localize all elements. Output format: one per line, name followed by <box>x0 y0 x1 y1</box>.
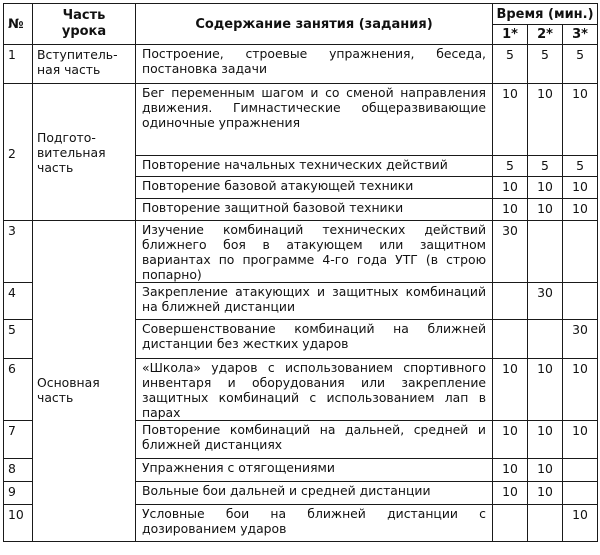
lesson-plan-table <box>3 3 598 542</box>
row-time-3: 10 <box>563 199 598 221</box>
row-time-3: 5 <box>563 45 598 84</box>
row-time-3: 10 <box>563 421 598 459</box>
row-time-2 <box>528 320 563 359</box>
row-num: 3 <box>4 221 33 283</box>
header-variant-1: 1* <box>493 25 528 45</box>
row-time-2 <box>528 221 563 283</box>
row-time-2: 10 <box>528 177 563 199</box>
row-time-3: 10 <box>563 505 598 542</box>
row-content: Повторение начальных технических действий <box>136 156 493 177</box>
row-time-2: 10 <box>528 199 563 221</box>
row-time-3 <box>563 221 598 283</box>
row-time-3 <box>563 459 598 482</box>
row-time-2: 10 <box>528 482 563 505</box>
row-content: Повторение защитной базовой техники <box>136 199 493 221</box>
part-main-mid <box>33 482 136 505</box>
row-time-1: 10 <box>493 421 528 459</box>
row-time-1 <box>493 283 528 320</box>
part-intro-line1: Вступитель- <box>37 47 118 62</box>
row-time-1: 10 <box>493 199 528 221</box>
table-row <box>4 84 598 156</box>
part-preparatory <box>33 84 136 221</box>
row-time-3: 5 <box>563 156 598 177</box>
row-content: Изучение комбинаций технических действий ближнего боя в атакующем или защитном вариантах по программе 4-го года УТГ (в строю попарно) <box>136 221 493 283</box>
header-variant-2: 2* <box>528 25 563 45</box>
part-intro <box>33 45 136 84</box>
row-time-1 <box>493 320 528 359</box>
table-row <box>4 221 598 283</box>
row-time-2: 30 <box>528 283 563 320</box>
header-time: Время (мин.) <box>493 4 598 25</box>
row-num: 8 <box>4 459 33 482</box>
row-num: 9 <box>4 482 33 505</box>
table-row <box>4 459 598 482</box>
table-row <box>4 482 598 505</box>
row-content: Упражнения с отягощениями <box>136 459 493 482</box>
lesson-plan-table-wrapper <box>3 3 598 542</box>
row-time-2: 10 <box>528 459 563 482</box>
part-main-mid <box>33 459 136 482</box>
header-part <box>33 4 136 45</box>
part-main-top <box>33 221 136 283</box>
row-time-1: 10 <box>493 359 528 421</box>
header-num: № <box>4 4 33 45</box>
header-part-line2: урока <box>61 24 107 39</box>
row-time-3: 30 <box>563 320 598 359</box>
row-num: 6 <box>4 359 33 421</box>
part-prep-line2: вительная <box>37 144 106 160</box>
row-time-1: 10 <box>493 84 528 156</box>
row-time-1 <box>493 505 528 542</box>
header-variant-3: 3* <box>563 25 598 45</box>
row-content: Вольные бои дальней и средней дистанции <box>136 482 493 505</box>
header-content: Содержание занятия (задания) <box>136 4 493 45</box>
part-intro-line2: ная часть <box>37 62 101 77</box>
row-time-3: 10 <box>563 84 598 156</box>
row-time-1: 30 <box>493 221 528 283</box>
part-prep-line1: Подгото- <box>37 129 96 145</box>
table-row <box>4 45 598 84</box>
row-time-2: 10 <box>528 84 563 156</box>
row-time-3: 10 <box>563 177 598 199</box>
part-main-line1: Основная <box>37 374 100 390</box>
row-content: Условные бои на ближней дистанции с дозированием ударов <box>136 505 493 542</box>
row-time-2 <box>528 505 563 542</box>
row-content: Совершенствование комбинаций на ближней дистанции без жестких ударов <box>136 320 493 359</box>
part-main-mid <box>33 421 136 459</box>
table-row <box>4 421 598 459</box>
row-num: 5 <box>4 320 33 359</box>
row-time-2: 10 <box>528 421 563 459</box>
table-row <box>4 283 598 320</box>
row-num: 10 <box>4 505 33 542</box>
row-time-1: 10 <box>493 459 528 482</box>
row-time-1: 10 <box>493 177 528 199</box>
table-row <box>4 320 598 359</box>
row-time-3 <box>563 283 598 320</box>
row-time-2: 5 <box>528 45 563 84</box>
row-time-1: 10 <box>493 482 528 505</box>
row-num: 7 <box>4 421 33 459</box>
row-time-2: 10 <box>528 359 563 421</box>
part-main-mid <box>33 320 136 359</box>
row-time-1: 5 <box>493 45 528 84</box>
row-time-2: 5 <box>528 156 563 177</box>
row-content: Бег переменным шагом и со сменой направления движения. Гимнастические общеразвивающие одиночные упражнения <box>136 84 493 156</box>
header-row <box>4 4 598 25</box>
row-time-1: 5 <box>493 156 528 177</box>
part-main-bottom <box>33 505 136 542</box>
row-content: Закрепление атакующих и защитных комбинаций на ближней дистанции <box>136 283 493 320</box>
row-num: 1 <box>4 45 33 84</box>
part-main-mid <box>33 283 136 320</box>
row-time-3 <box>563 482 598 505</box>
row-content: Повторение базовой атакующей техники <box>136 177 493 199</box>
row-content: Повторение комбинаций на дальней, средней и ближней дистанциях <box>136 421 493 459</box>
part-prep-line3: часть <box>37 159 74 175</box>
row-content: Построение, строевые упражнения, беседа, постановка задачи <box>136 45 493 84</box>
row-time-3: 10 <box>563 359 598 421</box>
row-num: 2 <box>4 84 33 221</box>
row-num: 4 <box>4 283 33 320</box>
table-row <box>4 359 598 421</box>
row-content: «Школа» ударов с использованием спортивного инвентаря и оборудования или закрепление защитных комбинаций с использованием лап в парах <box>136 359 493 421</box>
part-main-line2: часть <box>37 389 74 405</box>
header-part-line1: Часть <box>62 8 106 23</box>
table-row <box>4 505 598 542</box>
part-main <box>33 359 136 421</box>
